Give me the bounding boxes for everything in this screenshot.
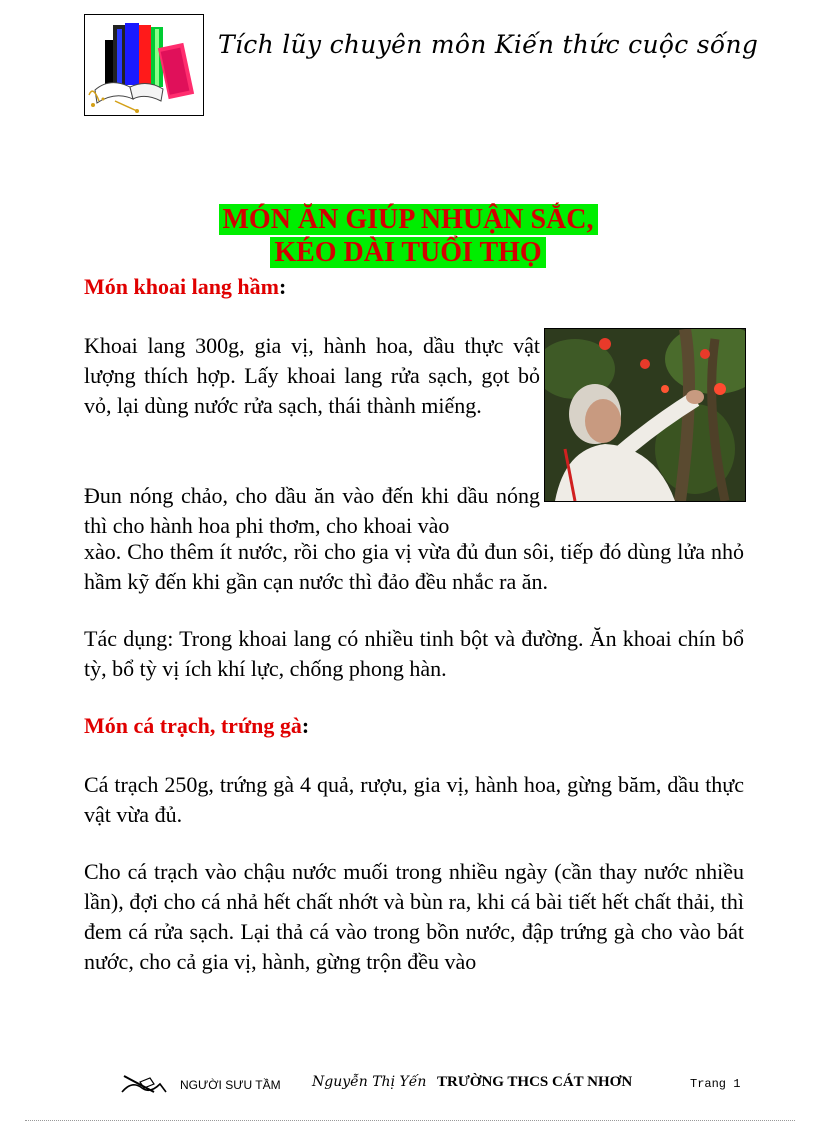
elderly-woman-photo xyxy=(544,328,746,502)
section1-heading xyxy=(84,274,286,300)
section1-para2-narrow: Đun nóng chảo, cho dầu ăn vào đến khi dầu nóng thì cho hành hoa phi thơm, cho khoai vào xyxy=(84,483,540,538)
section2-heading-text: Món cá trạch, trứng gà xyxy=(84,713,302,738)
footer-page-number: Trang 1 xyxy=(690,1077,741,1091)
books-logo xyxy=(84,14,204,116)
pen-signature-icon xyxy=(120,1072,170,1098)
section1-para1: Khoai lang 300g, gia vị, hành hoa, dầu thực vật lượng thích hợp. Lấy khoai lang rửa sạch, gọt bỏ vỏ, lại dùng nước rửa sạch, thái thành miếng. xyxy=(84,333,540,418)
header-title: Tích lũy chuyên môn Kiến thức cuộc sống xyxy=(218,30,759,59)
footer-collector-label: NGƯỜI SƯU TẦM xyxy=(180,1078,281,1092)
section2-heading-colon: : xyxy=(301,713,310,738)
footer-school: TRƯỜNG THCS CÁT NHƠN xyxy=(437,1074,633,1090)
page-footer xyxy=(0,1072,816,1098)
section2-heading xyxy=(84,713,309,739)
section1-para2-wide: xào. Cho thêm ít nước, rồi cho gia vị vừa đủ đun sôi, tiếp đó dùng lửa nhỏ hầm kỹ đến khi gần cạn nước thì đảo đều nhắc ra ăn. xyxy=(84,539,744,594)
title-line-2: KÉO DÀI TUỔI THỌ xyxy=(270,237,545,268)
section2-para1: Cá trạch 250g, trứng gà 4 quả, rượu, gia vị, hành hoa, gừng băm, dầu thực vật vừa đủ. xyxy=(84,772,744,827)
section2-para2: Cho cá trạch vào chậu nước muối trong nhiều ngày (cần thay nước nhiều lần), đợi cho cá nhả hết chất nhớt và bùn ra, khi cá bài tiết hết chất thải, thì đem cá rửa sạch. Lại thả cá vào trong bồn nước, đập trứng gà cho vào bát nước, cho cả gia vị, hành, gừng trộn đều vào xyxy=(84,859,744,974)
footer-divider xyxy=(25,1120,795,1121)
section1-heading-text: Món khoai lang hầm xyxy=(84,274,279,299)
section1-para3: Tác dụng: Trong khoai lang có nhiều tinh bột và đường. Ăn khoai chín bổ tỳ, bổ tỳ vị ích khí lực, chống phong hàn. xyxy=(84,626,744,681)
title-line-1: MÓN ĂN GIÚP NHUẬN SẮC, xyxy=(219,204,598,235)
footer-author-name: Nguyễn Thị Yến xyxy=(312,1074,427,1090)
section1-heading-colon: : xyxy=(279,274,287,299)
article-title xyxy=(0,203,816,269)
